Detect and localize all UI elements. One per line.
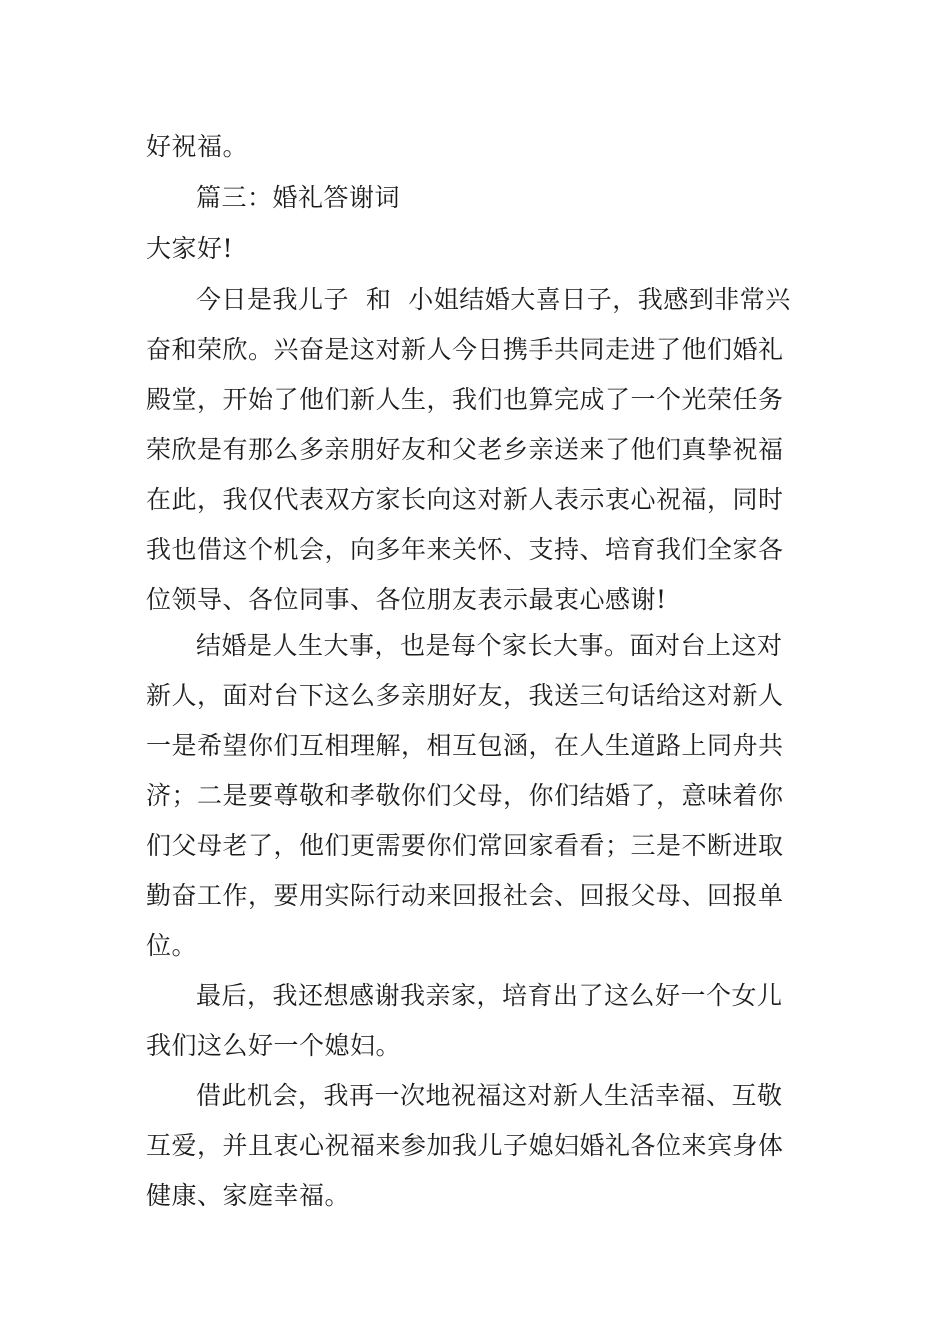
paragraph-line: 们父母老了，他们更需要你们常回家看看；三是不断进取 <box>146 831 784 860</box>
paragraph-line: 一是希望你们互相理解，相互包涵，在人生道路上同舟共 <box>146 731 784 760</box>
paragraph-line: 我也借这个机会，向多年来关怀、支持、培育我们全家各 <box>146 535 784 564</box>
paragraph-line: 济；二是要尊敬和孝敬你们父母，你们结婚了，意味着你 <box>146 781 784 810</box>
salutation: 大家好! <box>146 234 234 263</box>
paragraph-line: 今日是我儿子 和 小姐结婚大喜日子，我感到非常兴 <box>196 285 791 314</box>
paragraph-line: 在此，我仅代表双方家长向这对新人表示衷心祝福，同时 <box>146 485 784 514</box>
paragraph-line: 健康、家庭幸福。 <box>146 1181 351 1210</box>
paragraph-line: 互爱，并且衷心祝福来参加我儿子媳妇婚礼各位来宾身体 <box>146 1131 784 1160</box>
paragraph-line: 最后，我还想感谢我亲家，培育出了这么好一个女儿 <box>196 981 783 1010</box>
paragraph-line: 新人，面对台下这么多亲朋好友，我送三句话给这对新人 <box>146 681 784 710</box>
paragraph-line: 借此机会，我再一次地祝福这对新人生活幸福、互敬 <box>196 1081 783 1110</box>
paragraph-line: 我们这么好一个媳妇。 <box>146 1031 402 1060</box>
section-heading: 篇三：婚礼答谢词 <box>196 183 401 212</box>
paragraph-line: 殿堂，开始了他们新人生，我们也算完成了一个光荣任务 <box>146 385 784 414</box>
paragraph-line: 位。 <box>146 931 198 960</box>
paragraph-line: 奋和荣欣。兴奋是这对新人今日携手共同走进了他们婚礼 <box>146 335 784 364</box>
text-line: 好祝福。 <box>146 132 249 161</box>
paragraph-line: 荣欣是有那么多亲朋好友和父老乡亲送来了他们真挚祝福 <box>146 435 784 464</box>
paragraph-line: 结婚是人生大事，也是每个家长大事。面对台上这对 <box>196 631 783 660</box>
paragraph-line: 勤奋工作，要用实际行动来回报社会、回报父母、回报单 <box>146 881 784 910</box>
paragraph-line: 位领导、各位同事、各位朋友表示最衷心感谢! <box>146 585 667 614</box>
